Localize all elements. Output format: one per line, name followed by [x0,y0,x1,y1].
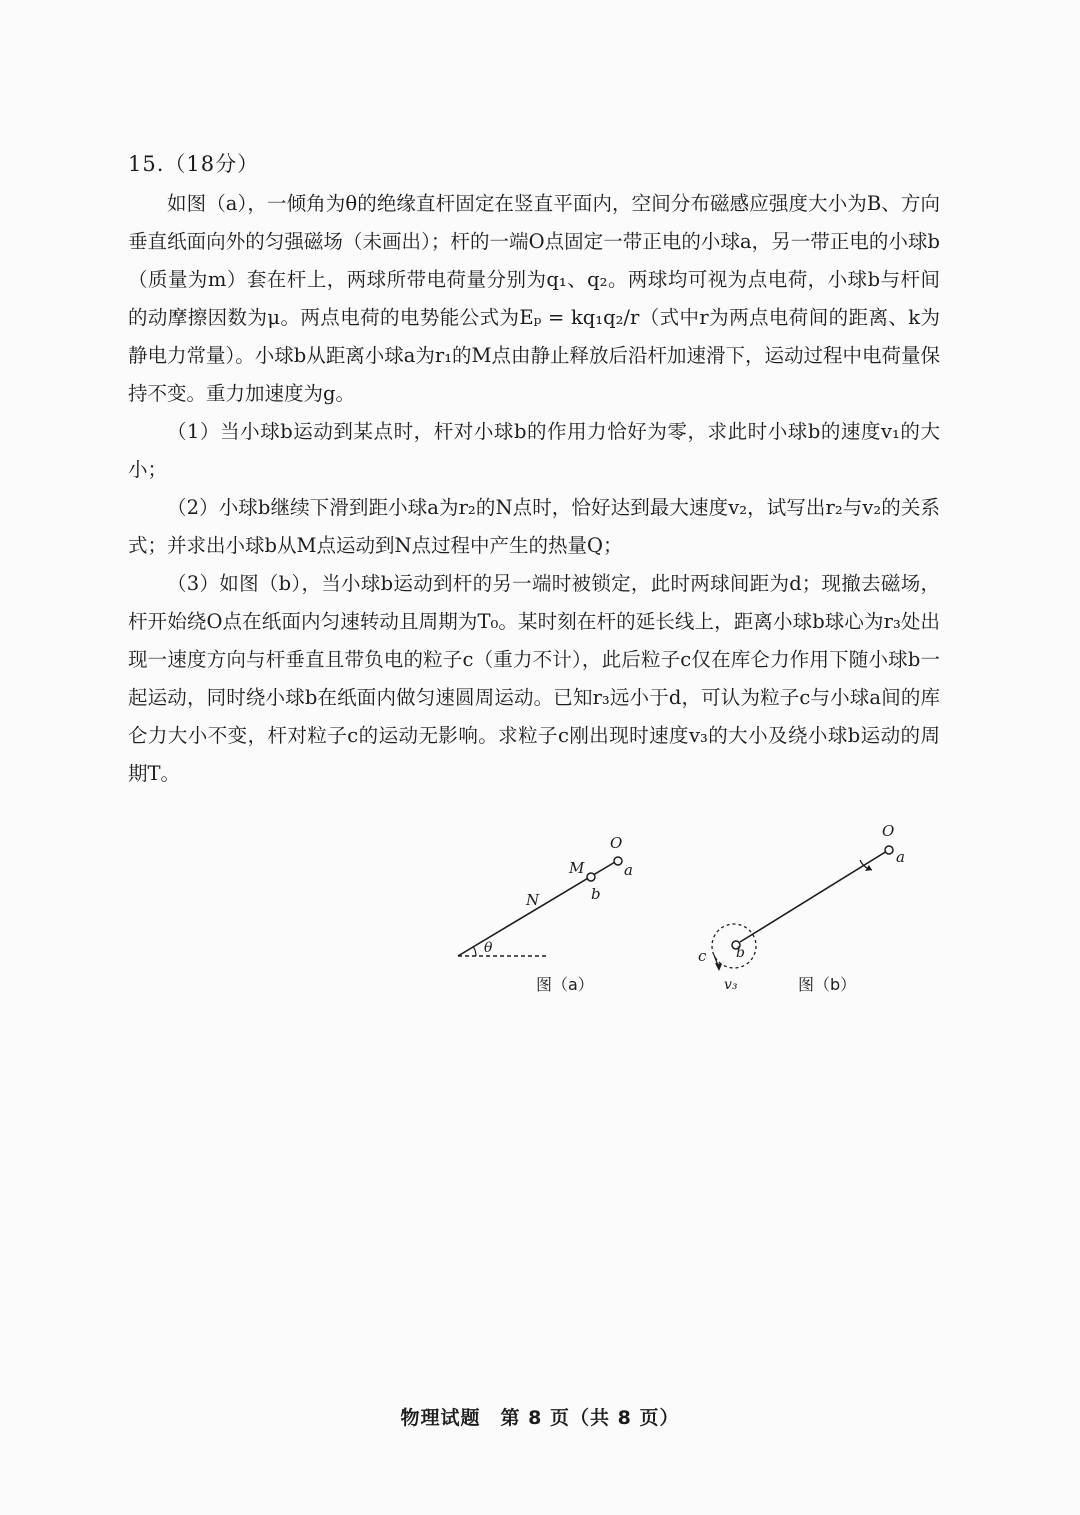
question-part-2: （2）小球b继续下滑到距小球a为r₂的N点时，恰好达到最大速度v₂，试写出r₂与v₂的关系式；并求出小球b从M点运动到N点过程中产生的热量Q； [128,496,940,557]
question-body [128,185,940,793]
label-c: c [698,947,707,965]
angle-arc [474,947,477,956]
label-N: N [526,891,540,909]
figures-svg [440,820,960,1010]
figure-b-diagram [698,822,905,993]
ball-a [614,857,622,865]
ball-b [587,873,595,881]
label-O-a: O [610,834,623,852]
label-a-b: a [896,848,905,866]
question-number: 15.（18分） [128,152,260,176]
label-v3: v₃ [724,977,738,993]
label-theta: θ [484,940,493,956]
label-b-b: b [736,945,745,961]
ball-a-b [885,846,893,854]
velocity-arrow-icon [715,963,722,971]
figure-a-caption: 图（a） [536,975,594,994]
figure-b-caption: 图（b） [798,975,857,994]
page-footer: 物理试题 第 8 页（共 8 页） [400,1407,680,1429]
label-M: M [569,859,585,877]
rod-b [740,851,887,942]
label-a-a: a [624,861,633,879]
figure-a-diagram [458,834,633,956]
question-part-1: （1）当小球b运动到某点时，杆对小球b的作用力恰好为零，求此时小球b的速度v₁的大小； [128,420,940,481]
figures [440,820,960,1010]
question-intro: 如图（a），一倾角为θ的绝缘直杆固定在竖直平面内，空间分布磁感应强度大小为B、方向垂直纸面向外的匀强磁场（未画出）；杆的一端O点固定一带正电的小球a，另一带正电的小球b（质量为m）套在杆上，两球所带电荷量分别为q₁、q₂。两球均可视为点电荷，小球b与杆间的动摩擦因数为μ。两点电荷的电势能公式为Eₚ = kq₁q₂/r（式中r为两点电荷间的距离、k为静电力常量）。小球b从距离小球a为r₁的M点由静止释放后沿杆加速滑下，运动过程中电荷量保持不变。重力加速度为g。 [128,192,940,405]
question-part-3: （3）如图（b），当小球b运动到杆的另一端时被锁定，此时两球间距为d；现撤去磁场，杆开始绕O点在纸面内匀速转动且周期为T₀。某时刻在杆的延长线上，距离小球b球心为r₃处出现一速度方向与杆垂直且带负电的粒子c（重力不计），此后粒子c仅在库仑力作用下随小球b一起运动，同时绕小球b在纸面内做匀速圆周运动。已知r₃远小于d，可认为粒子c与小球a间的库仑力大小不变，杆对粒子c的运动无影响。求粒子c刚出现时速度v₃的大小及绕小球b运动的周期T。 [128,572,940,785]
label-b-a: b [591,885,601,903]
label-O-b: O [882,822,895,840]
